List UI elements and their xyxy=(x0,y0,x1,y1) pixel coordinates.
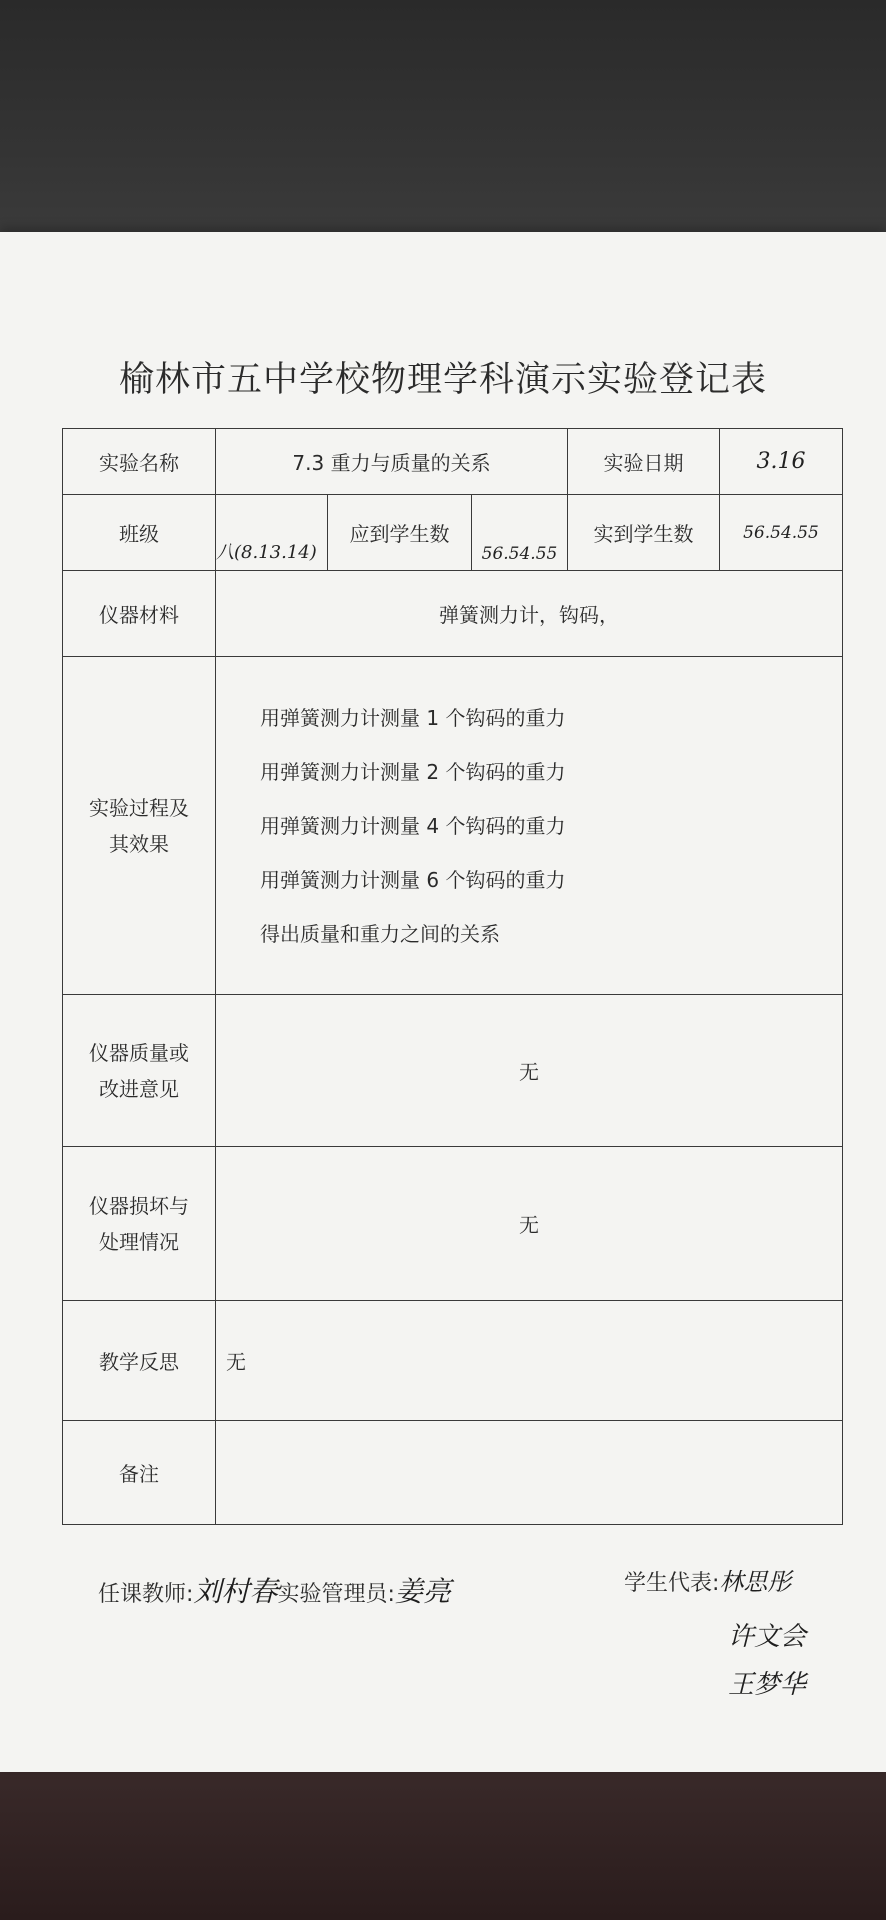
date-value: 3.16 xyxy=(720,429,843,495)
row-quality xyxy=(63,995,843,1147)
row-damage xyxy=(63,1147,843,1301)
materials-label: 仪器材料 xyxy=(63,571,216,657)
notes-value xyxy=(216,1421,843,1525)
quality-label xyxy=(63,995,216,1147)
quality-label-line-1: 仪器质量或 xyxy=(89,1040,189,1065)
expected-value: 56.54.55 xyxy=(472,495,568,571)
notes-label: 备注 xyxy=(63,1421,216,1525)
background-bottom xyxy=(0,1760,886,1920)
student-signature-line xyxy=(624,1562,791,1597)
name-value: 7.3 重力与质量的关系 xyxy=(216,429,568,495)
process-step: 用弹簧测力计测量 6 个钩码的重力 xyxy=(260,867,566,892)
admin-label: 实验管理员: xyxy=(277,1582,395,1607)
background-top xyxy=(0,0,886,250)
process-label-line-1: 实验过程及 xyxy=(89,795,189,820)
student-signature-1: 林思彤 xyxy=(719,1568,792,1596)
process-step: 用弹簧测力计测量 1 个钩码的重力 xyxy=(260,705,566,730)
row-experiment-name xyxy=(63,429,843,495)
class-value: 八(8.13.14) xyxy=(216,495,328,571)
process-label-line-2: 其效果 xyxy=(109,831,169,856)
student-signature-2: 许文会 xyxy=(728,1622,807,1652)
name-label: 实验名称 xyxy=(63,429,216,495)
quality-value: 无 xyxy=(216,995,843,1147)
class-label: 班级 xyxy=(63,495,216,571)
form-title: 榆林市五中学校物理学科演示实验登记表 xyxy=(118,360,767,400)
row-reflection xyxy=(63,1301,843,1421)
actual-value: 56.54.55 xyxy=(720,495,843,571)
paper-sheet xyxy=(0,232,886,1772)
damage-label-line-2: 处理情况 xyxy=(99,1229,179,1254)
date-label: 实验日期 xyxy=(568,429,720,495)
damage-value: 无 xyxy=(216,1147,843,1301)
row-notes xyxy=(63,1421,843,1525)
admin-signature: 姜亮 xyxy=(394,1575,451,1608)
process-label xyxy=(63,657,216,995)
process-step: 得出质量和重力之间的关系 xyxy=(260,921,500,946)
row-class xyxy=(63,495,843,571)
teacher-signature: 刘村春 xyxy=(193,1575,278,1608)
teacher-signature-line xyxy=(98,1570,451,1610)
student-label: 学生代表: xyxy=(624,1571,720,1596)
registration-table xyxy=(62,428,843,1525)
teacher-label: 任课教师: xyxy=(98,1582,194,1607)
row-materials xyxy=(63,571,843,657)
reflection-value: 无 xyxy=(216,1301,843,1421)
quality-label-line-2: 改进意见 xyxy=(99,1076,179,1101)
row-process xyxy=(63,657,843,995)
process-step: 用弹簧测力计测量 4 个钩码的重力 xyxy=(260,813,566,838)
process-steps xyxy=(216,657,843,995)
damage-label-line-1: 仪器损坏与 xyxy=(89,1193,189,1218)
materials-value: 弹簧测力计，钩码， xyxy=(216,571,843,657)
expected-label: 应到学生数 xyxy=(328,495,472,571)
actual-label: 实到学生数 xyxy=(568,495,720,571)
student-signature-3: 王梦华 xyxy=(728,1670,807,1700)
damage-label xyxy=(63,1147,216,1301)
process-step: 用弹簧测力计测量 2 个钩码的重力 xyxy=(260,759,566,784)
reflection-label: 教学反思 xyxy=(63,1301,216,1421)
